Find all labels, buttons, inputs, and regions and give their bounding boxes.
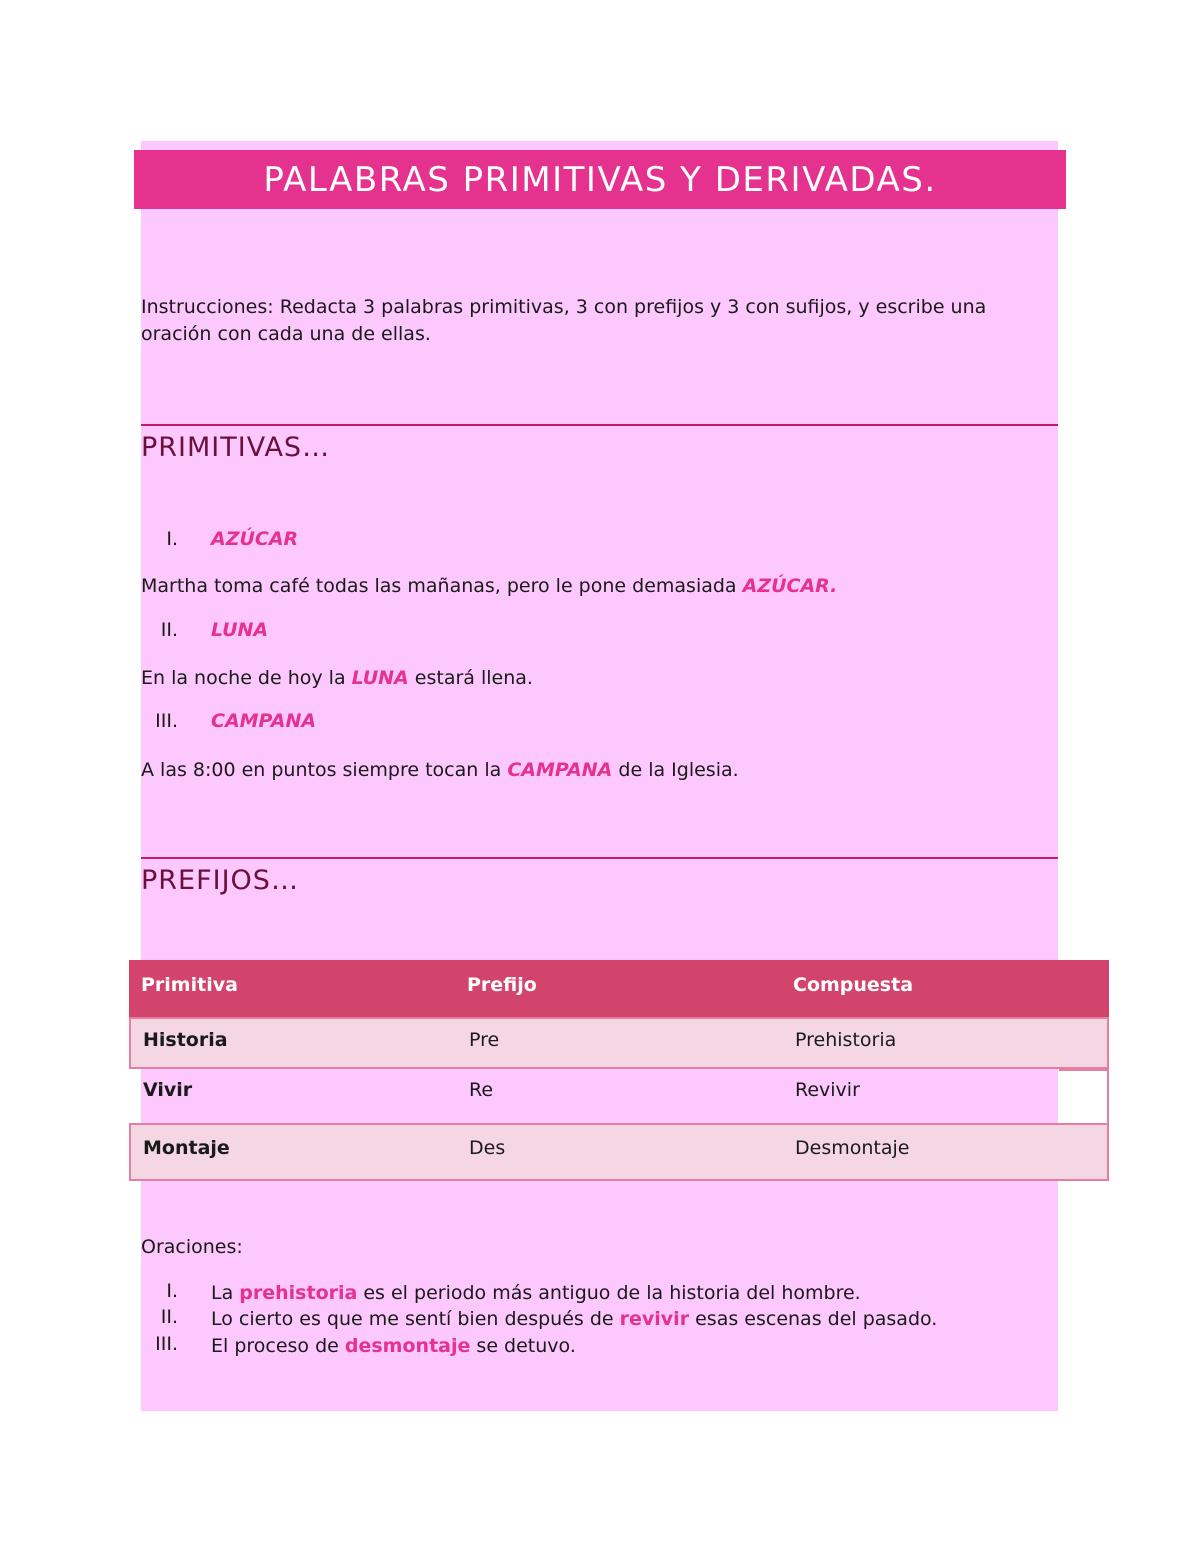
- table-cell: Historia: [143, 1029, 228, 1051]
- list-numeral: II.: [160, 1306, 178, 1328]
- table-cell: Prehistoria: [795, 1029, 897, 1051]
- sentence-highlight: CAMPANA: [507, 759, 613, 781]
- sentence-highlight: AZÚCAR.: [742, 575, 838, 597]
- prefix-sentence: [211, 1280, 1051, 1307]
- table-header-row: [129, 960, 1109, 1017]
- table-cell: Pre: [469, 1029, 500, 1051]
- prefijos-heading: PREFIJOS…: [141, 865, 299, 896]
- example-sentence: [141, 665, 1041, 692]
- list-numeral: I.: [166, 1280, 178, 1302]
- sentence-text: Martha toma café todas las mañanas, pero le pone demasiada: [141, 575, 743, 597]
- sentence-text: La: [211, 1282, 240, 1304]
- section-divider: [141, 424, 1058, 426]
- sentence-text: esas escenas del pasado.: [689, 1308, 938, 1330]
- table-cell: Vivir: [143, 1079, 193, 1101]
- sentence-text: A las 8:00 en puntos siempre tocan la: [141, 759, 508, 781]
- row-edge-highlight: [1059, 1069, 1109, 1123]
- sentence-highlight: revivir: [619, 1308, 690, 1330]
- page-title: PALABRAS PRIMITIVAS Y DERIVADAS.: [263, 159, 937, 200]
- example-sentence: [141, 573, 1041, 600]
- example-sentence: [141, 757, 1041, 784]
- table-header-cell: Compuesta: [793, 974, 914, 996]
- section-divider: [141, 857, 1058, 859]
- table-cell: Desmontaje: [795, 1137, 910, 1159]
- table-row: [129, 1123, 1109, 1181]
- sentence-text: se detuvo.: [470, 1335, 576, 1357]
- prefix-table: [129, 960, 1109, 1181]
- prefix-sentence: [211, 1333, 1051, 1360]
- list-numeral: III.: [155, 1333, 178, 1355]
- table-cell: Revivir: [795, 1079, 860, 1101]
- sentence-text: estará llena.: [408, 667, 533, 689]
- oraciones-label: Oraciones:: [141, 1236, 243, 1258]
- table-header-cell: Prefijo: [467, 974, 537, 996]
- sentence-text: Lo cierto es que me sentí bien después de: [211, 1308, 620, 1330]
- sentence-text: de la Iglesia.: [612, 759, 739, 781]
- list-numeral: III.: [155, 710, 178, 732]
- primitive-word: AZÚCAR: [211, 528, 299, 550]
- primitivas-heading: PRIMITIVAS…: [141, 432, 331, 463]
- instructions-text: Instrucciones: Redacta 3 palabras primitivas, 3 con prefijos y 3 con sufijos, y escribe una oración con cada una de ellas.: [141, 296, 987, 345]
- sentence-text: En la noche de hoy la: [141, 667, 352, 689]
- sentence-text: es el periodo más antiguo de la historia del hombre.: [357, 1282, 861, 1304]
- sentence-highlight: prehistoria: [239, 1282, 358, 1304]
- table-cell: Montaje: [143, 1137, 230, 1159]
- table-row: [129, 1017, 1109, 1069]
- table-cell: Re: [469, 1079, 494, 1101]
- sentence-text: El proceso de: [211, 1335, 345, 1357]
- primitive-word: LUNA: [211, 619, 269, 641]
- title-bar: [134, 150, 1066, 209]
- prefix-sentence: [211, 1306, 1051, 1333]
- list-numeral: II.: [160, 619, 178, 641]
- sentence-highlight: desmontaje: [344, 1335, 471, 1357]
- table-header-cell: Primitiva: [141, 974, 238, 996]
- sentence-highlight: LUNA: [351, 667, 409, 689]
- table-cell: Des: [469, 1137, 506, 1159]
- primitive-word: CAMPANA: [211, 710, 317, 732]
- table-row: [129, 1069, 1109, 1123]
- list-numeral: I.: [166, 528, 178, 550]
